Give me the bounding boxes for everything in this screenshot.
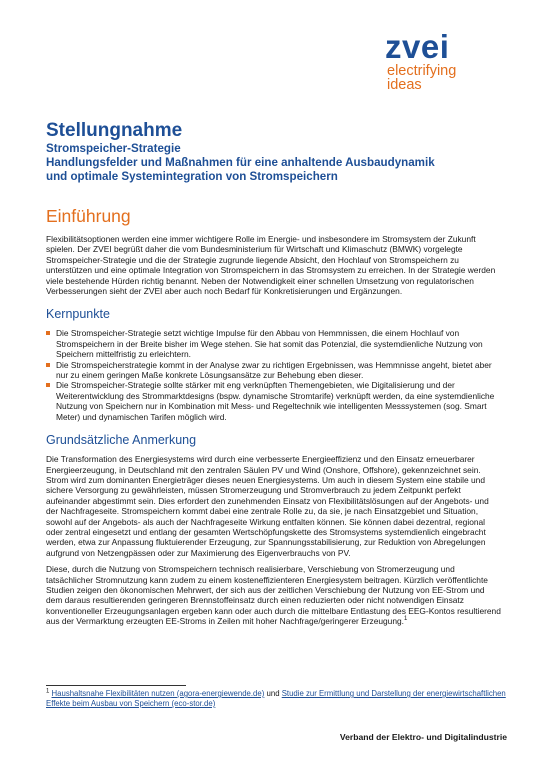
- intro-heading: Einführung: [46, 206, 131, 226]
- footnote-link-agora[interactable]: Haushaltsnahe Flexibilitäten nutzen (agora-energiewende.de): [51, 689, 265, 698]
- zvei-logo: [385, 30, 505, 92]
- list-item-text: Die Stromspeicher-Strategie sollte stärker mit eng verknüpften Themengebieten, wie Digitalisierung und der Weiterentwicklung des Strommarktdesigns (bspw. dynamische Stromtarife) verknüpft werden, da eine systemdienliche Nutzung von Speichern nur in Kombination mit Mess- und Regeltechnik wie intelligenten Messsystemen (sog. Smart Meter) und dynamischen Tarifen möglich wird.: [56, 380, 495, 422]
- logo-wordmark: zvei: [385, 28, 450, 65]
- anmerkung-heading: Grundsätzliche Anmerkung: [46, 433, 197, 448]
- footnote-number: 1: [46, 688, 50, 695]
- kernpunkte-heading: Kernpunkte: [46, 307, 110, 322]
- list-item: [46, 328, 501, 359]
- intro-paragraph: Flexibilitätsoptionen werden eine immer wichtigere Rolle im Energie- und insbesondere im Stromsystem der Zukunft spielen. Der ZVEI begrüßt daher die vom Bundesministerium für Wirtschaft und Klimaschutz (BMWK) vorgelegte Stromspeicher-Strategie und die der Strategie zugrunde liegende Absicht, den Hochlauf von Stromspeichern zu unterstützen und eine optimale Integration von Stromspeichern in das Stromsystem zu erreichen. In der Strategie werden viele bestehende Hürden richtig benannt. Neben der Notwendigkeit einer schnellen Umsetzung von regulatorischen Verbesserungen sieht der ZVEI aber auch noch Bedarf für Konkretisierungen und Ergänzungen.: [46, 234, 496, 297]
- document-subtitle-line3: und optimale Systemintegration von Stromspeichern: [46, 170, 338, 183]
- logo-tagline-line2: ideas: [387, 77, 422, 93]
- footnote: [46, 689, 506, 709]
- list-item: [46, 380, 501, 422]
- anmerkung-paragraph-2-text: Diese, durch die Nutzung von Stromspeichern technisch realisierbare, Verschiebung von Stromerzeugung und tatsächlicher Stromnutzung kann zudem zu einem kosteneffizienteren Energiesystem beitragen. Kürzlich veröffentlichte Studien zeigen den ökonomischen Mehrwert, der sich aus der zeitlichen Verschiebung der Nutzung von EE-Strom und dem daraus resultierenden geringeren Brennstoffeinsatz durch einen reduzierten oder nicht notwendigen Einsatz konventioneller Erzeugungsanlagen ergeben kann oder auch durch die mittelbare Entlastung des EEG-Kontos resultierend aus der Vermarktung erzeugten EE-Stroms in Zeilen mit hoher Nachfrage/geringerer Erzeugung.: [46, 564, 501, 627]
- footnote-divider: [46, 685, 186, 686]
- document-subtitle-line2: Handlungsfelder und Maßnahmen für eine anhaltende Ausbaudynamik: [46, 156, 435, 169]
- document-body: [46, 120, 501, 633]
- bullet-square-icon: [46, 383, 50, 387]
- list-item-text: Die Stromspeicherstrategie kommt in der Analyse zwar zu richtigen Ergebnissen, was Hemmnisse angeht, bietet aber nur zu einem geringen Maße konkrete Lösungsansätze zur Behebung eben dieser.: [56, 359, 492, 381]
- kernpunkte-list: [46, 328, 501, 422]
- footnote-connector: und: [266, 689, 280, 698]
- list-item: [46, 360, 501, 381]
- footnote-link-eco-stor[interactable]: Studie zur Ermittlung und Darstellung der energiewirtschaftlichen Effekte beim Ausbau von Speichern (eco-stor.de): [46, 689, 506, 708]
- anmerkung-paragraph-2: [46, 564, 501, 626]
- footer-organization: Verband der Elektro- und Digitalindustrie: [339, 732, 507, 742]
- bullet-square-icon: [46, 331, 50, 335]
- bullet-square-icon: [46, 363, 50, 367]
- logo-tagline-line1: electrifying: [387, 63, 457, 79]
- footnote-reference[interactable]: 1: [403, 616, 408, 623]
- document-title: Stellungnahme: [46, 120, 183, 141]
- anmerkung-paragraph-1: Die Transformation des Energiesystems wird durch eine verbesserte Energieeffizienz und den Einsatz erneuerbarer Energieerzeugung, in Deutschland mit den zentralen Säulen PV und Wind (Onshore, Offshore), gekennzeichnet sein. Strom wird zum dominanten Energieträger dieses neuen Energiesystems. Um auch in diesem System eine stabile und sichere Versorgung zu gewährleisten, müssen Stromerzeugung und Stromverbrauch zu jedem Zeitpunkt perfekt aufeinander abgestimmt sein. Dies erfordert den zunehmenden Einsatz von Flexibilitätslösungen auf der Angebots- und der Nachfrageseite. Stromspeichern kommt dabei eine zentrale Rolle zu, da sie, je nach Einsatzgebiet und Situation, sowohl auf der Angebots- als auch der Nachfrageseite Wirkung entfalten können. Sie können dabei dezentral, regional oder zentral eingesetzt und entlang der gesamten Wertschöpfungskette des Stromsystems systemdienlich eingebracht werden, etwa zur Anpassung fluktuierender Erzeugung, zur Spannungsstabilisierung, zur Reduktion von Abregelungen aufgrund von Netzengpässen oder zur Maximierung des Eigenverbrauchs von PV.: [46, 454, 489, 558]
- document-subtitle-line1: Stromspeicher-Strategie: [46, 142, 181, 155]
- list-item-text: Die Stromspeicher-Strategie setzt wichtige Impulse für den Abbau von Hemmnissen, die einem Hochlauf von Stromspeichern in der Breite bisher im Wege stehen. Sie hat somit das Potenzial, die systemdienliche Nutzung von Speichern mittelfristig zu erleichtern.: [56, 328, 483, 360]
